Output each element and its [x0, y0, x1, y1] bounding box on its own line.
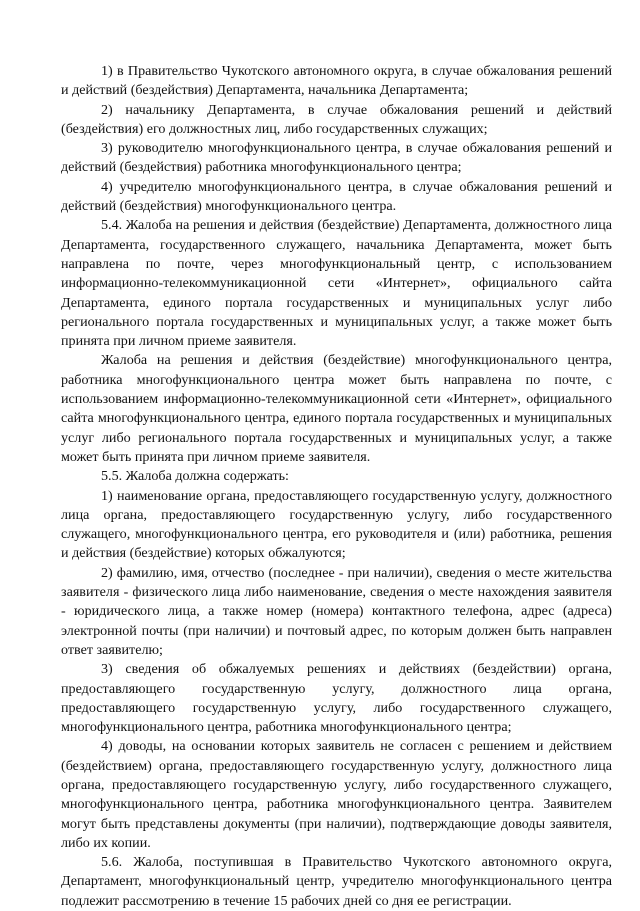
section-5-4-paragraph: 5.4. Жалоба на решения и действия (бездействие) Департамента, должностного лица Департамента, государственного служащего, начальника Департамента, может быть направлена по почте, через многофункциональный центр, с использованием информационно-телекоммуникационной сети «Интернет», официального сайта Департамента, единого портала государственных и муниципальных услуг либо регионального портала государственных и муниципальных услуг, а также может быть принята при личном приеме заявителя.	[61, 217, 612, 350]
list-item-department-head: 2) начальнику Департамента, в случае обжалования решений и действий (бездействия) его должностных лиц, либо государственных служащих;	[61, 101, 612, 137]
list-item-mfc-founder: 4) учредителю многофункционального центра, в случае обжалования решений и действий (бездействия) многофункционального центра.	[61, 178, 612, 215]
list-item-government: 1) в Правительство Чукотского автономного округа, в случае обжалования решений и действий (бездействия) Департамента, начальника Департамента;	[61, 63, 612, 99]
section-5-6-paragraph: 5.6. Жалоба, поступившая в Правительство Чукотского автономного округа, Департамент, многофункциональный центр, учредителю многофункционального центра подлежит рассмотрению в течение 15 рабочих дней со дня ее регистрации.	[61, 854, 612, 909]
content-item-applicant-details: 2) фамилию, имя, отчество (последнее - при наличии), сведения о месте жительства заявителя - физического лица либо наименование, сведения о месте нахождения заявителя - юридического лица, а также номер (номера) контактного телефона, адрес (адреса) электронной почты (при наличии) и почтовый адрес, по которым должен быть направлен ответ заявителю;	[61, 564, 612, 658]
mfc-complaint-paragraph: Жалоба на решения и действия (бездействие) многофункционального центра, работника многофункционального центра может быть направлена по почте, с использованием информационно-телекоммуникационной сети «Интернет», официального сайта многофункционального центра, единого портала государственных и муниципальных услуг либо регионального портала государственных и муниципальных услуг, а также может быть принята при личном приеме заявителя.	[61, 352, 612, 465]
content-item-name-of-body: 1) наименование органа, предоставляющего государственную услугу, должностного лица органа, предоставляющего государственную услугу, либо государственного служащего, многофункционального центра, его руководителя и (или) работника, решения и действия (бездействие) которых обжалуются;	[61, 487, 612, 562]
list-item-mfc-head: 3) руководителю многофункционального центра, в случае обжалования решений и действий (бездействия) работника многофункционального центра;	[61, 140, 612, 176]
content-item-appealed-decisions: 3) сведения об обжалуемых решениях и действиях (бездействии) органа, предоставляющего государственную услугу, должностного лица органа, предоставляющего государственную услугу, либо государственного служащего, многофункционального центра, работника многофункционального центра;	[61, 661, 612, 736]
content-item-arguments: 4) доводы, на основании которых заявитель не согласен с решением и действием (бездействием) органа, предоставляющего государственную услугу, должностного лица органа, предоставляющего государственную услугу, либо государственного служащего, многофункционального центра, работника многофункционального центра. Заявителем могут быть представлены документы (при наличии), подтверждающие доводы заявителя, либо их копии.	[61, 738, 612, 851]
section-5-5-heading: 5.5. Жалоба должна содержать:	[101, 468, 289, 485]
